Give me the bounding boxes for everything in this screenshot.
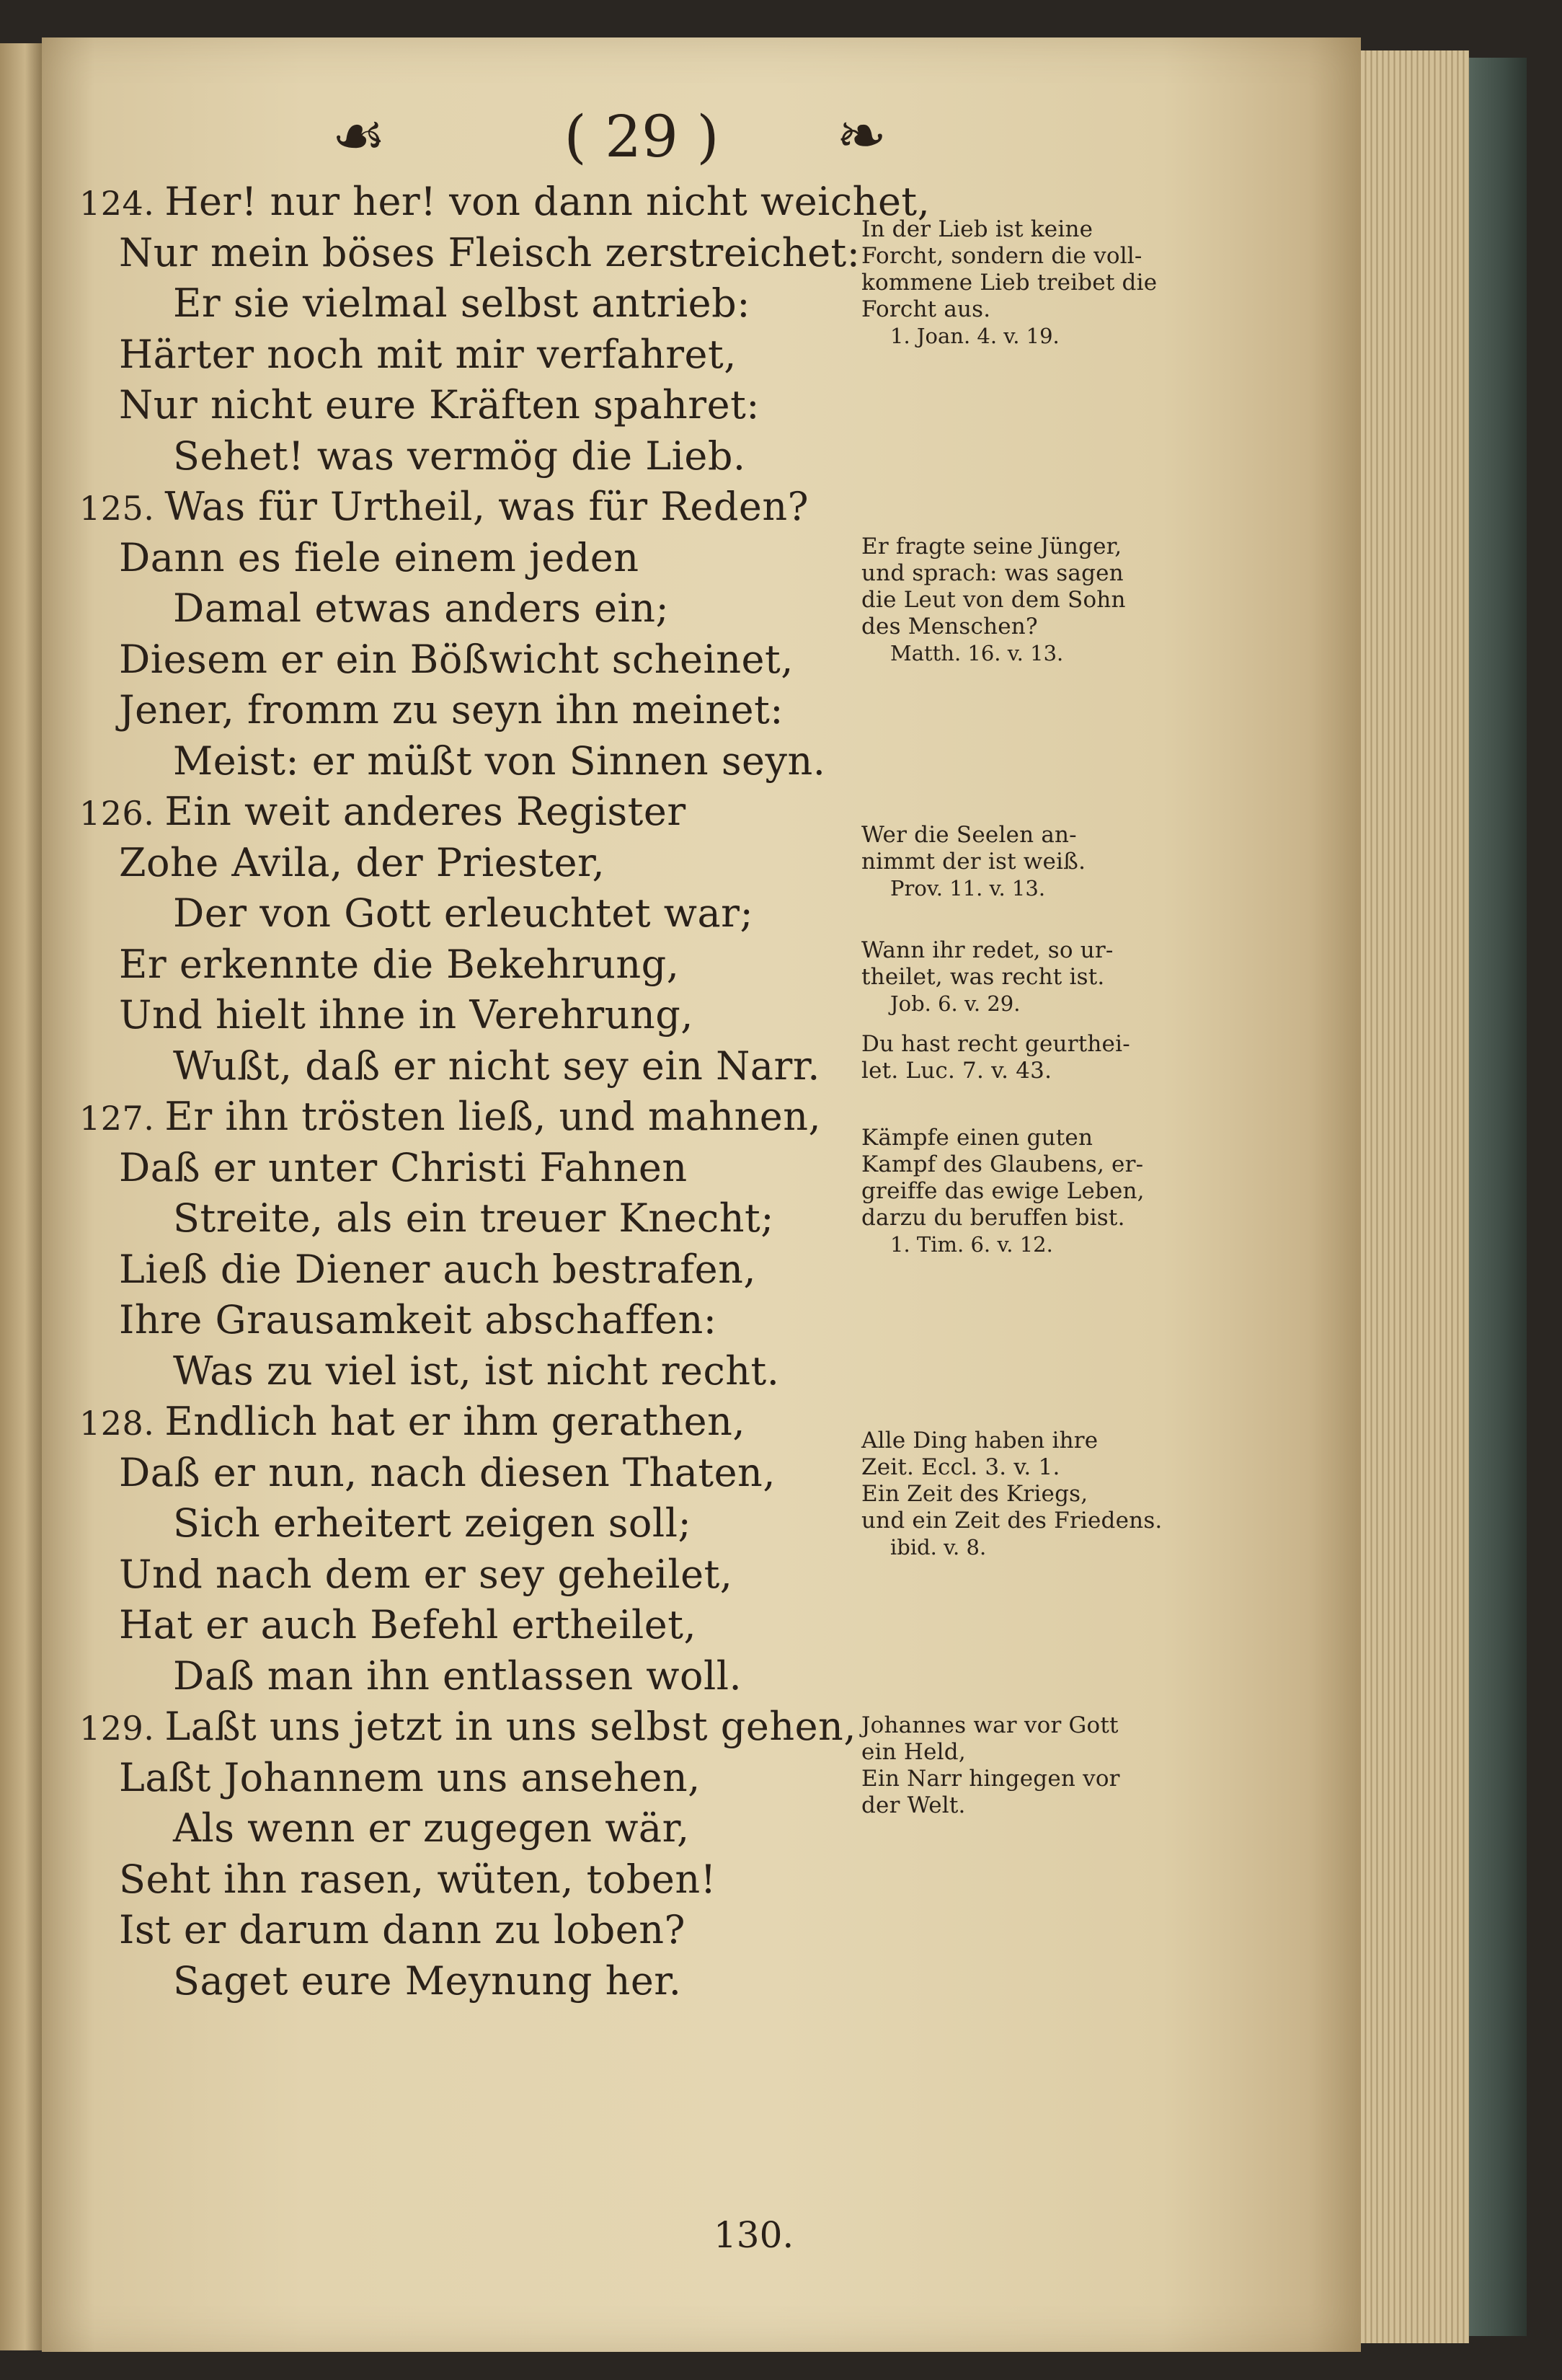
verse-line [79, 380, 851, 431]
verse-line [79, 1498, 851, 1549]
verse-line [79, 634, 851, 686]
verse-number: 129. [79, 1709, 155, 1748]
verse-text: Ließ die Diener auch bestrafen, [119, 1246, 757, 1292]
verse-line [79, 1092, 851, 1143]
catchword: 130. [714, 2214, 794, 2256]
verse-text: Und hielt ihne in Verehrung, [119, 992, 693, 1038]
marginal-note [861, 1428, 1200, 1561]
marginal-note [861, 1031, 1200, 1084]
verse-line [79, 1448, 851, 1499]
marginal-note [861, 822, 1200, 902]
verse-line [79, 1600, 851, 1651]
marginal-note-line: ein Held, [861, 1739, 966, 1765]
verse-line [79, 939, 851, 991]
marginal-note-line: Alle Ding haben ihre [861, 1428, 1099, 1454]
verse-text: Laßt Johannem uns ansehen, [119, 1754, 701, 1800]
verse-number: 128. [79, 1404, 155, 1443]
marginal-note-line: Ein Narr hingegen vor [861, 1766, 1120, 1792]
page-header [332, 101, 923, 180]
verse-text: Jener, fromm zu seyn ihn meinet: [119, 687, 784, 733]
marginal-note-line: Kämpfe einen guten [861, 1125, 1093, 1151]
verse-line [79, 1295, 851, 1346]
verse-line [79, 1346, 851, 1397]
marginal-note-line: Kampf des Glaubens, er- [861, 1151, 1144, 1177]
marginal-note-line: Wann ihr redet, so ur- [861, 937, 1114, 963]
marginal-note-line: der Welt. [861, 1792, 966, 1818]
verse-line [79, 1854, 851, 1906]
verse-text: Nur nicht eure Kräften spahret: [119, 382, 760, 428]
verse-line [79, 1397, 851, 1448]
scripture-reference: Matth. 16. v. 13. [890, 641, 1064, 665]
verse-text: Er ihn trösten ließ, und mahnen, [164, 1094, 822, 1139]
verse-text: Daß er unter Christi Fahnen [119, 1144, 688, 1190]
marginal-note-line: Ein Zeit des Kriegs, [861, 1481, 1088, 1507]
verse-text: Ein weit anderes Register [164, 789, 686, 834]
verse-line [79, 736, 851, 787]
marginal-note-line: Forcht, sondern die voll- [861, 243, 1142, 269]
scripture-reference: 1. Joan. 4. v. 19. [890, 324, 1060, 348]
marginal-note-line: des Menschen? [861, 614, 1038, 640]
verse-line [79, 431, 851, 482]
verse-text: Streite, als ein treuer Knecht; [173, 1195, 774, 1241]
verse-text: Härter noch mit mir verfahret, [119, 331, 737, 377]
verse-line [79, 278, 851, 329]
verse-line [79, 177, 931, 228]
marginal-note-line: kommene Lieb treibet die [861, 270, 1158, 296]
verse-text: Her! nur her! von dann nicht weichet, [164, 179, 931, 224]
ornament-right-icon: ❧ [836, 103, 887, 170]
verse-text: Endlich hat er ihm gerathen, [164, 1399, 746, 1444]
verse-line [79, 583, 851, 634]
verse-text: Er erkennte die Bekehrung, [119, 941, 680, 987]
verse-line [79, 228, 861, 279]
verse-text: Was zu viel ist, ist nicht recht. [173, 1348, 780, 1394]
verse-text: Diesem er ein Bößwicht scheinet, [119, 636, 794, 682]
verse-text: Ist er darum dann zu loben? [119, 1907, 685, 1952]
verse-text: Laßt uns jetzt in uns selbst gehen, [164, 1704, 856, 1749]
book-cover-edge [1469, 58, 1527, 2336]
marginal-note [861, 937, 1200, 1017]
marginal-note-line: greiffe das ewige Leben, [861, 1178, 1145, 1204]
scripture-reference: Prov. 11. v. 13. [890, 876, 1046, 901]
marginal-note-line: und sprach: was sagen [861, 560, 1124, 586]
verse-stanza [79, 482, 851, 787]
verse-text: Damal etwas anders ein; [173, 585, 670, 631]
verse-line [79, 1803, 851, 1854]
verse-line [79, 1143, 851, 1194]
marginal-note-line: theilet, was recht ist. [861, 964, 1105, 990]
verse-text: Daß man ihn entlassen woll. [173, 1653, 742, 1699]
verse-line [79, 1905, 851, 1956]
verse-text: Daß er nun, nach diesen Thaten, [119, 1449, 776, 1495]
verse-text: Ihre Grausamkeit abschaffen: [119, 1297, 717, 1342]
marginal-note-line: In der Lieb ist keine [861, 216, 1093, 242]
scripture-reference: Job. 6. v. 29. [890, 991, 1021, 1016]
marginal-note-line: let. Luc. 7. v. 43. [861, 1058, 1052, 1084]
verse-text: Der von Gott erleuchtet war; [173, 890, 754, 936]
verse-text: Saget eure Meynung her. [173, 1957, 682, 2004]
marginal-note [861, 216, 1200, 350]
ornament-left-icon: ☙ [332, 103, 386, 170]
verse-line [79, 787, 851, 838]
verse-stanza [79, 1397, 851, 1702]
verse-line [79, 888, 851, 939]
verse-number: 126. [79, 794, 155, 833]
verse-line [79, 533, 851, 584]
verse-line [79, 1549, 851, 1601]
verse-stanza [79, 1092, 851, 1397]
verse-text: Sich erheitert zeigen soll; [173, 1500, 692, 1546]
verse-stanza [79, 787, 851, 1092]
verse-text: Dann es fiele einem jeden [119, 534, 639, 580]
marginal-note-line: darzu du beruffen bist. [861, 1205, 1125, 1231]
verse-text: Als wenn er zugegen wär, [173, 1805, 690, 1851]
verse-line [79, 1244, 851, 1296]
verse-line [79, 990, 851, 1041]
verse-text: Und nach dem er sey geheilet, [119, 1551, 733, 1597]
verse-number: 124. [79, 184, 155, 223]
verse-line [79, 838, 851, 889]
verse-text: Nur mein böses Fleisch zerstreichet: [119, 229, 861, 275]
marginal-note [861, 534, 1200, 667]
marginal-note-line: nimmt der ist weiß. [861, 849, 1086, 875]
marginal-note [861, 1712, 1200, 1819]
verse-text: Er sie vielmal selbst antrieb: [173, 280, 750, 326]
scripture-reference: 1. Tim. 6. v. 12. [890, 1232, 1053, 1257]
verse-line [79, 1651, 851, 1702]
marginal-note-line: Forcht aus. [861, 296, 991, 322]
marginal-note [861, 1125, 1200, 1258]
verse-line [79, 1193, 851, 1244]
marginal-note-line: und ein Zeit des Friedens. [861, 1508, 1163, 1534]
marginal-note-line: Du hast recht geurthei- [861, 1031, 1130, 1057]
verse-text: Meist: er müßt von Sinnen seyn. [173, 738, 826, 784]
verse-text: Wußt, daß er nicht sey ein Narr. [173, 1043, 820, 1089]
verse-line [79, 685, 851, 736]
verse-number: 125. [79, 489, 155, 528]
verse-text: Was für Urtheil, was für Reden? [164, 484, 809, 529]
verse-line [79, 1753, 851, 1804]
marginal-note-line: Er fragte seine Jünger, [861, 534, 1122, 559]
marginal-note-line: die Leut von dem Sohn [861, 587, 1126, 613]
previous-page-edge [0, 43, 42, 2350]
verse-text: Seht ihn rasen, wüten, toben! [119, 1856, 716, 1902]
verse-stanza [79, 1702, 856, 2007]
verse-line [79, 1956, 851, 2007]
marginal-note-line: Wer die Seelen an- [861, 822, 1077, 848]
marginal-note-line: Johannes war vor Gott [861, 1712, 1119, 1738]
verse-line [79, 329, 851, 381]
scripture-reference: ibid. v. 8. [890, 1535, 987, 1560]
verse-text: Sehet! was vermög die Lieb. [173, 433, 746, 479]
verse-text: Zohe Avila, der Priester, [119, 839, 605, 885]
verse-line [79, 1041, 851, 1092]
page-block-edges [1361, 50, 1469, 2343]
verse-line [79, 482, 851, 533]
verse-text: Hat er auch Befehl ertheilet, [119, 1602, 697, 1647]
verse-line [79, 1702, 856, 1753]
page-number: ( 29 ) [564, 103, 719, 170]
verse-number: 127. [79, 1099, 155, 1138]
marginal-note-line: Zeit. Eccl. 3. v. 1. [861, 1454, 1060, 1480]
